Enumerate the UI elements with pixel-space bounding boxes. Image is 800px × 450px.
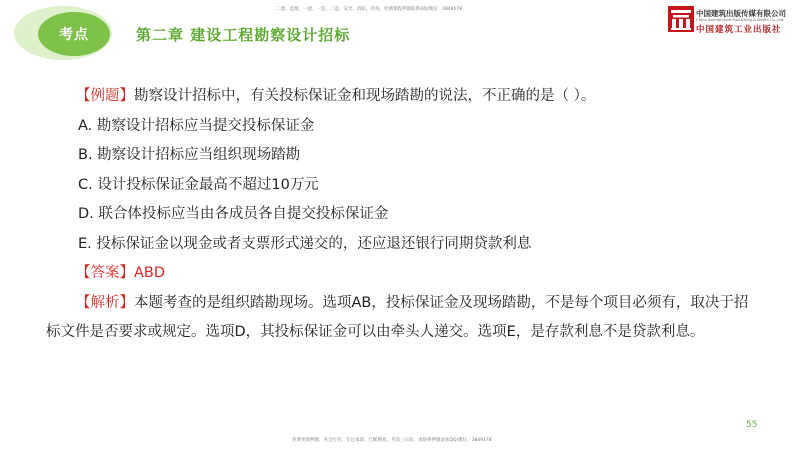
slide-content	[46, 82, 756, 348]
topic-tag-label: 考点	[59, 27, 89, 43]
answer-value: ABD	[134, 265, 166, 281]
watermark-bottom: 免费更新押题，名全打折，专注承诺，已配精准，考前三日前，请联系押题添加QQ/微信：3849178	[292, 438, 492, 443]
analysis-paragraph	[46, 289, 756, 348]
question-tag: 【例题】	[76, 88, 134, 104]
option-c: C. 设计投标保证金最高不超过10万元	[78, 176, 319, 193]
chapter-title: 第二章 建设工程勘察设计招标	[136, 26, 351, 44]
analysis-text: 本题考查的是组织踏勘现场。选项AB，投标保证金及现场踏勘，不是每个项目必须有，取决于招标文件是否要求或规定。选项D，其投标保证金可以由牵头人递交。选项E，是存款利息不是贷款利息。	[46, 294, 749, 340]
option-a: A. 勘察设计招标应当提交投标保证金	[78, 117, 315, 134]
option-e: E. 投标保证金以现金或者支票形式递交的，还应退还银行同期贷款利息	[78, 235, 532, 252]
publisher-english-name: China Architecture Publishing & Media Co.,Ltd.	[696, 17, 785, 22]
page-number: 55	[746, 420, 758, 430]
publisher-calligraphy: 中国建筑工业出版社	[696, 25, 782, 35]
publisher-name: 中国建筑出版传媒有限公司	[696, 9, 786, 18]
watermark-top: 二建、监理、一建、一造、二造、安全、消防、咨询、检测课程押题联系QQ/微信：3849178	[276, 7, 463, 12]
publisher-block	[668, 6, 794, 36]
answer-tag: 【答案】	[76, 265, 134, 281]
publisher-logo-icon	[668, 6, 694, 32]
option-b: B. 勘察设计招标应当组织现场踏勘	[78, 147, 301, 163]
analysis-tag: 【解析】	[76, 294, 134, 311]
question-stem: 勘察设计招标中，有关投标保证金和现场踏勘的说法，不正确的是（ ）。	[134, 88, 596, 104]
header-band	[0, 0, 800, 50]
answer-line	[76, 259, 756, 289]
topic-tag-badge	[38, 12, 110, 56]
question-line	[76, 82, 756, 112]
option-d: D. 联合体投标应当由各成员各自提交投标保证金	[78, 206, 389, 222]
